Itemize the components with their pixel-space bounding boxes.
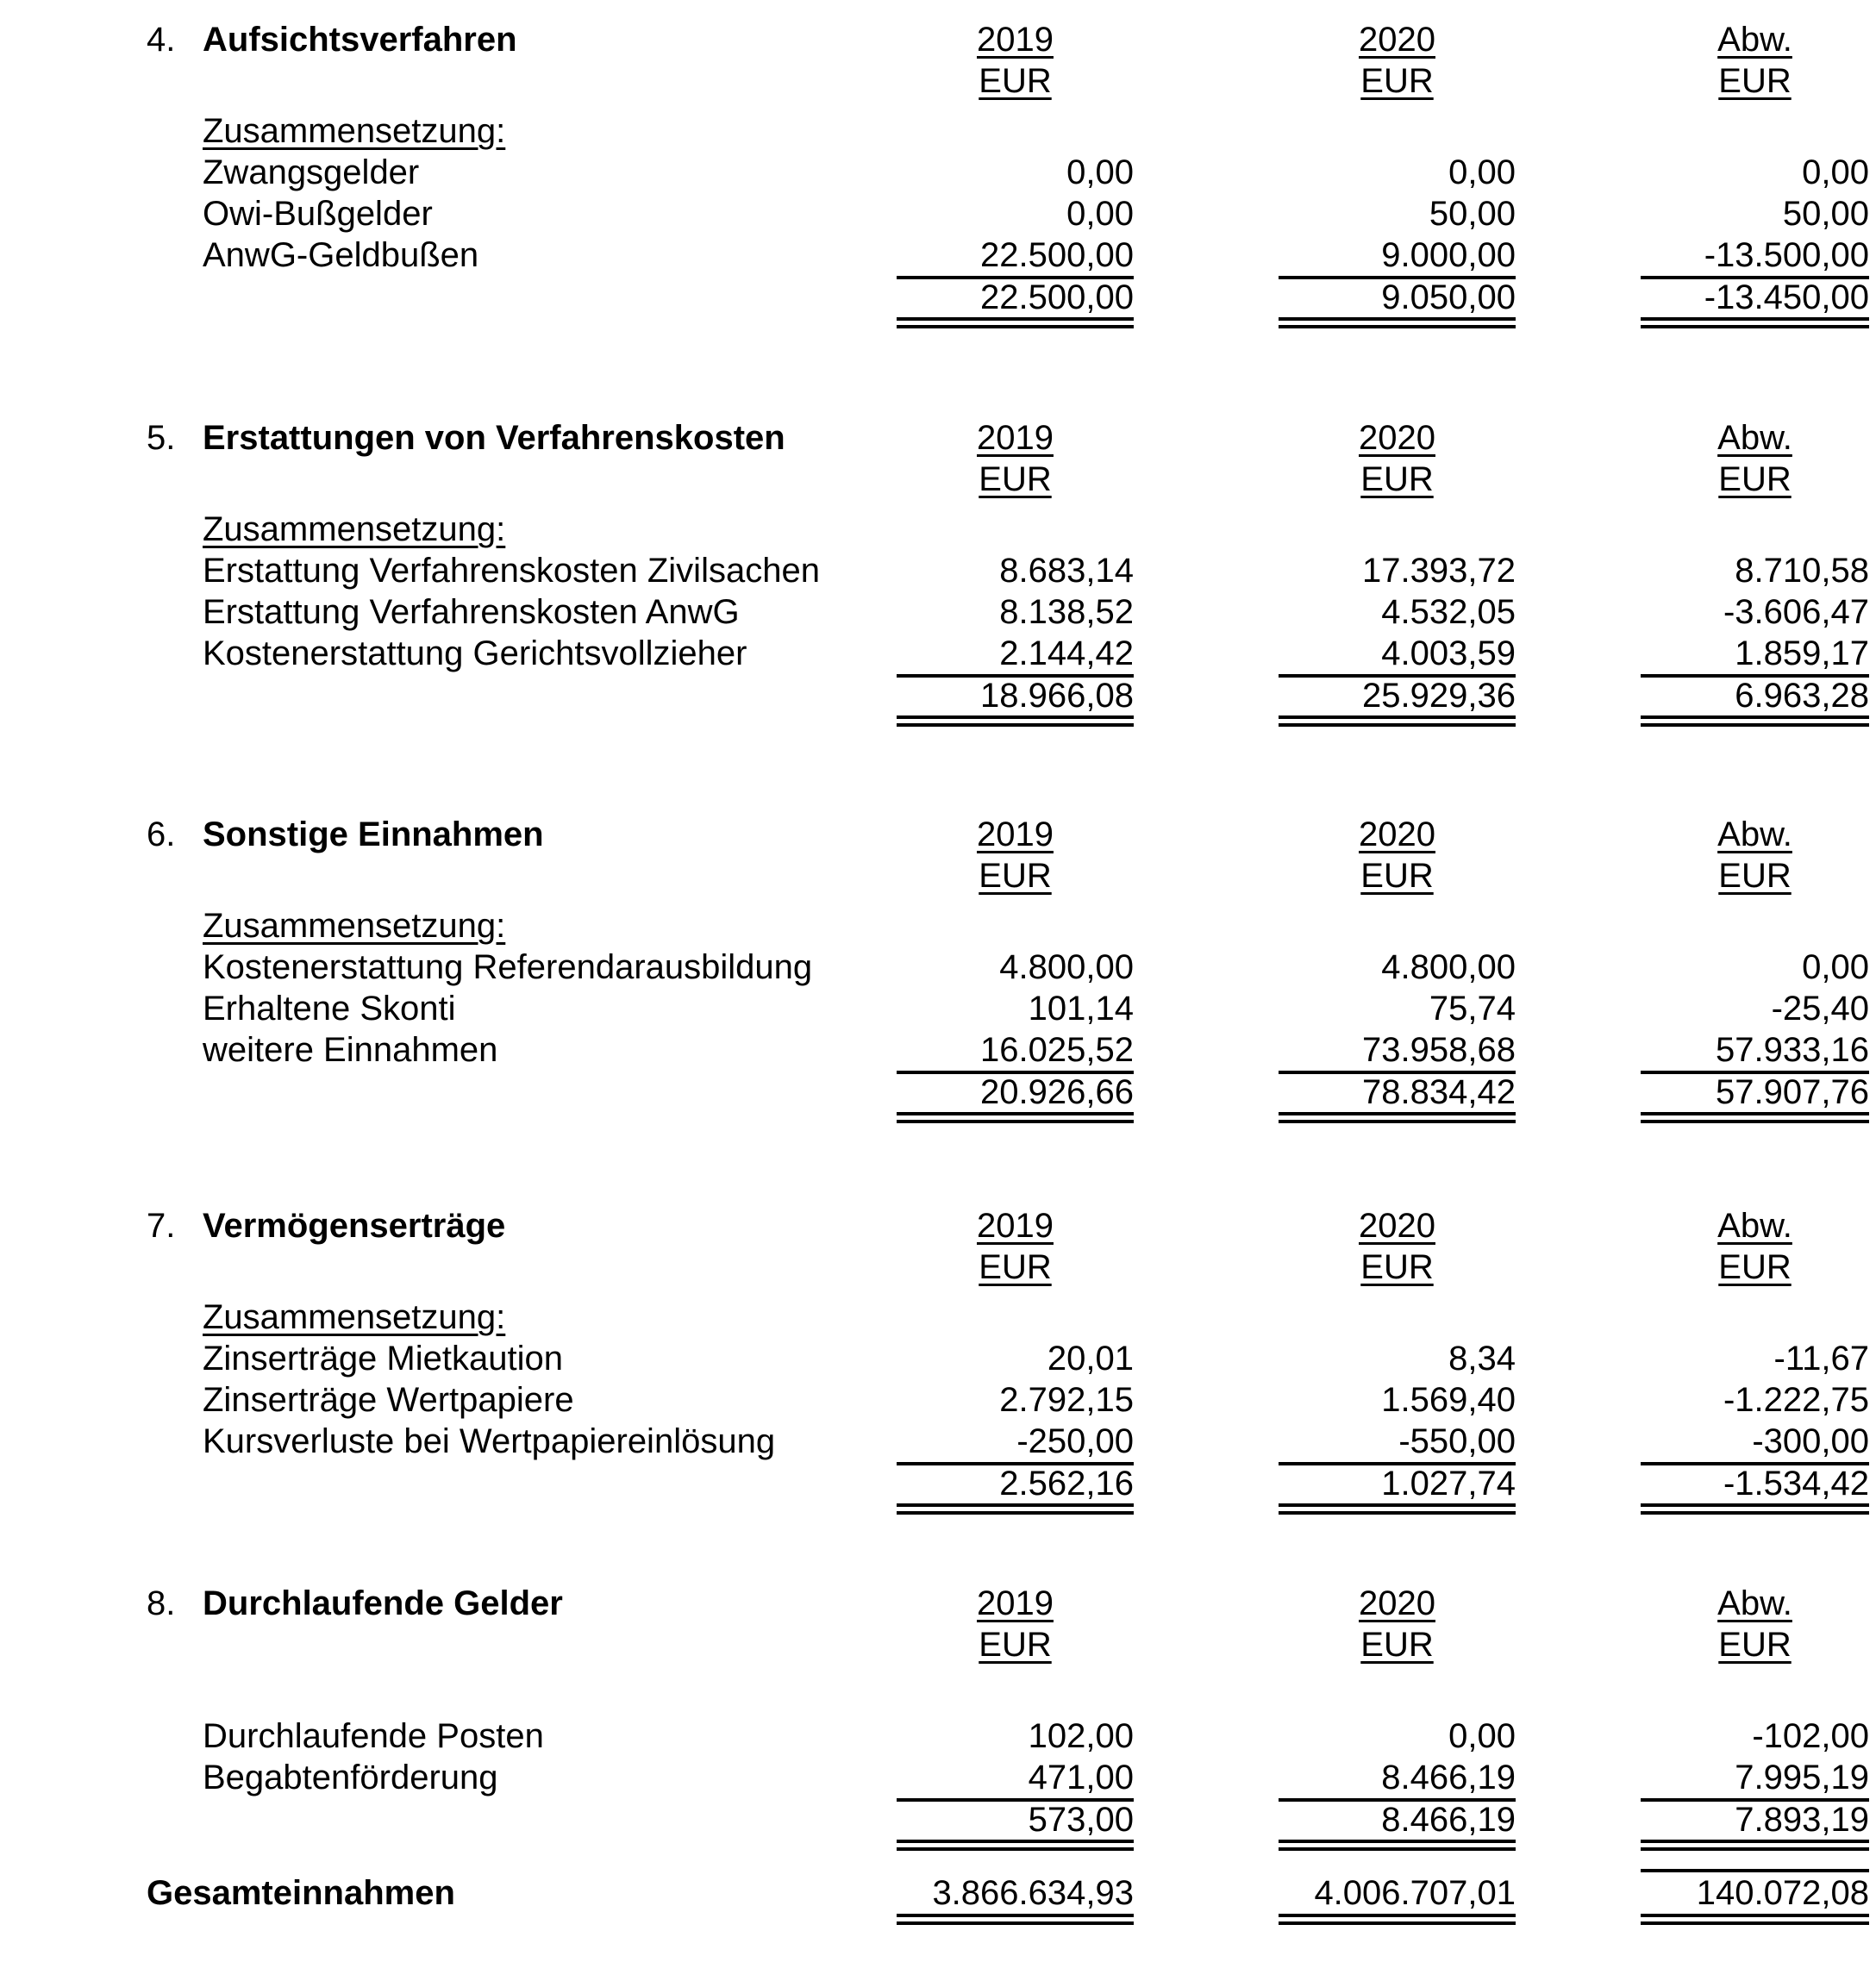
row-value-2019: 0,00 <box>1066 195 1134 233</box>
data-rows <box>0 947 1876 1071</box>
row-label: Erstattung Verfahrenskosten Zivilsachen <box>203 552 820 590</box>
data-row <box>0 1757 1876 1798</box>
section-number: 8. <box>147 1584 176 1622</box>
data-rows <box>0 550 1876 674</box>
double-rule-row <box>0 1503 1876 1517</box>
totals-row <box>0 1798 1876 1840</box>
row-label: Kursverluste bei Wertpapiereinlösung <box>203 1422 776 1460</box>
row-label: Begabtenförderung <box>203 1759 498 1796</box>
statement-section <box>0 1205 1876 1517</box>
row-value-abw: 50,00 <box>1782 195 1869 233</box>
unit-row <box>0 1624 1876 1665</box>
row-value-2020: 8,34 <box>1448 1340 1516 1378</box>
double-rule <box>897 317 1134 328</box>
double-rule <box>897 715 1134 727</box>
data-rows <box>0 1715 1876 1798</box>
unit-row <box>0 60 1876 102</box>
row-value-2020: 8.466,19 <box>1381 1759 1516 1796</box>
row-value-2020: 0,00 <box>1448 1717 1516 1755</box>
statement-section <box>0 19 1876 331</box>
section-number: 6. <box>147 815 176 853</box>
row-value-2019: 2.792,15 <box>999 1381 1134 1419</box>
double-rule <box>1641 715 1869 727</box>
totals-row <box>0 276 1876 317</box>
row-label: Kostenerstattung Referendarausbildung <box>203 948 813 986</box>
row-value-2019: 2.144,42 <box>999 634 1134 672</box>
data-row <box>0 1421 1876 1462</box>
unit-label-2019: EUR <box>979 1626 1052 1664</box>
col-header-2019: 2019 <box>977 815 1054 853</box>
vertical-gap <box>0 1665 1876 1674</box>
unit-label-2019: EUR <box>979 460 1052 498</box>
total-value-2020: 25.929,36 <box>1279 674 1516 715</box>
row-value-abw: -300,00 <box>1752 1422 1869 1460</box>
unit-row <box>0 1247 1876 1288</box>
row-value-abw: 7.995,19 <box>1735 1759 1869 1796</box>
unit-label-2020: EUR <box>1360 62 1434 100</box>
grand-total-value-2020: 4.006.707,01 <box>1314 1874 1516 1912</box>
composition-label: Zusammensetzung: <box>203 112 506 150</box>
section-header-row <box>0 19 1876 60</box>
composition-label: Zusammensetzung: <box>203 1298 506 1336</box>
row-label: Erhaltene Skonti <box>203 990 456 1028</box>
row-value-2020: 17.393,72 <box>1362 552 1516 590</box>
unit-label-2020: EUR <box>1360 460 1434 498</box>
col-header-abw: Abw. <box>1717 815 1792 853</box>
total-value-abw: -1.534,42 <box>1641 1462 1869 1503</box>
unit-label-abw: EUR <box>1718 460 1792 498</box>
double-rule <box>897 1112 1134 1123</box>
row-label: Owi-Bußgelder <box>203 195 433 233</box>
double-rule <box>897 1503 1134 1515</box>
composition-row <box>0 1674 1876 1715</box>
col-header-2019: 2019 <box>977 21 1054 59</box>
row-value-2019: 471,00 <box>1028 1759 1134 1796</box>
row-label: AnwG-Geldbußen <box>203 236 479 274</box>
data-row <box>0 1715 1876 1757</box>
row-value-2019: 102,00 <box>1028 1717 1134 1755</box>
total-value-abw: 6.963,28 <box>1641 674 1869 715</box>
double-rule <box>897 1914 1134 1925</box>
total-value-abw: 7.893,19 <box>1641 1798 1869 1840</box>
unit-row <box>0 459 1876 500</box>
row-value-2019: 16.025,52 <box>980 1031 1134 1069</box>
section-header-row <box>0 814 1876 855</box>
statement-section <box>0 417 1876 729</box>
row-label: Erstattung Verfahrenskosten AnwG <box>203 593 740 631</box>
row-value-2020: 4.003,59 <box>1381 634 1516 672</box>
section-title: Erstattungen von Verfahrenskosten <box>203 419 785 457</box>
data-row <box>0 1338 1876 1379</box>
row-label: Durchlaufende Posten <box>203 1717 544 1755</box>
row-label: Kostenerstattung Gerichtsvollzieher <box>203 634 747 672</box>
col-header-2020: 2020 <box>1359 21 1435 59</box>
col-header-abw: Abw. <box>1717 1584 1792 1622</box>
section-number: 4. <box>147 21 176 59</box>
composition-row <box>0 110 1876 152</box>
double-rule <box>1279 1112 1516 1123</box>
section-title: Aufsichtsverfahren <box>203 21 517 59</box>
totals-row <box>0 1071 1876 1112</box>
double-rule <box>1641 317 1869 328</box>
total-value-2019: 2.562,16 <box>897 1462 1134 1503</box>
row-value-2020: 1.569,40 <box>1381 1381 1516 1419</box>
data-row <box>0 1029 1876 1071</box>
row-value-2019: 101,14 <box>1028 990 1134 1028</box>
row-value-abw: -102,00 <box>1752 1717 1869 1755</box>
row-label: Zwangsgelder <box>203 153 420 191</box>
row-label: Zinserträge Wertpapiere <box>203 1381 574 1419</box>
row-value-2019: 20,01 <box>1047 1340 1134 1378</box>
row-value-abw: 0,00 <box>1802 153 1869 191</box>
row-label: weitere Einnahmen <box>203 1031 498 1069</box>
row-value-2020: 4.532,05 <box>1381 593 1516 631</box>
total-value-abw: -13.450,00 <box>1641 276 1869 317</box>
row-value-2020: 50,00 <box>1429 195 1516 233</box>
data-rows <box>0 152 1876 276</box>
double-rule <box>1641 1112 1869 1123</box>
col-header-2019: 2019 <box>977 419 1054 457</box>
vertical-gap <box>0 897 1876 905</box>
total-value-2020: 8.466,19 <box>1279 1798 1516 1840</box>
row-value-2020: 0,00 <box>1448 153 1516 191</box>
unit-label-2019: EUR <box>979 62 1052 100</box>
row-value-2019: 22.500,00 <box>980 236 1134 274</box>
total-value-2019: 22.500,00 <box>897 276 1134 317</box>
row-value-abw: 8.710,58 <box>1735 552 1869 590</box>
double-rule-row <box>0 1112 1876 1126</box>
data-row <box>0 234 1876 276</box>
grand-total-label: Gesamteinnahmen <box>147 1874 455 1912</box>
row-value-abw: 57.933,16 <box>1716 1031 1869 1069</box>
data-row <box>0 152 1876 193</box>
total-value-2020: 78.834,42 <box>1279 1071 1516 1112</box>
row-value-abw: 1.859,17 <box>1735 634 1869 672</box>
vertical-gap <box>0 1288 1876 1297</box>
grand-prerule-row <box>0 1850 1876 1872</box>
grand-total-row <box>0 1872 1876 1914</box>
section-header-row <box>0 417 1876 459</box>
total-value-2019: 18.966,08 <box>897 674 1134 715</box>
col-header-2020: 2020 <box>1359 815 1435 853</box>
row-label: Zinserträge Mietkaution <box>203 1340 563 1378</box>
row-value-abw: -13.500,00 <box>1704 236 1869 274</box>
data-rows <box>0 1338 1876 1462</box>
composition-row <box>0 509 1876 550</box>
grand-total-block <box>0 1850 1876 1928</box>
unit-label-2019: EUR <box>979 1248 1052 1286</box>
double-rule <box>1279 1914 1516 1925</box>
row-value-2019: 4.800,00 <box>999 948 1134 986</box>
row-value-2020: -550,00 <box>1398 1422 1516 1460</box>
row-value-2020: 9.000,00 <box>1381 236 1516 274</box>
grand-total-value-2019: 3.866.634,93 <box>932 1874 1134 1912</box>
row-value-2020: 73.958,68 <box>1362 1031 1516 1069</box>
col-header-2020: 2020 <box>1359 1207 1435 1245</box>
vertical-gap <box>0 102 1876 110</box>
row-value-abw: -25,40 <box>1771 990 1869 1028</box>
col-header-abw: Abw. <box>1717 21 1792 59</box>
section-number: 5. <box>147 419 176 457</box>
total-value-2019: 20.926,66 <box>897 1071 1134 1112</box>
double-rule <box>1279 317 1516 328</box>
col-header-2019: 2019 <box>977 1207 1054 1245</box>
section-title: Sonstige Einnahmen <box>203 815 544 853</box>
composition-row <box>0 905 1876 947</box>
unit-label-abw: EUR <box>1718 1248 1792 1286</box>
double-rule <box>1641 1914 1869 1925</box>
data-row <box>0 947 1876 988</box>
col-header-2020: 2020 <box>1359 1584 1435 1622</box>
unit-label-abw: EUR <box>1718 1626 1792 1664</box>
data-row <box>0 633 1876 674</box>
double-rule-row <box>0 715 1876 729</box>
row-value-2019: 8.683,14 <box>999 552 1134 590</box>
section-title: Durchlaufende Gelder <box>203 1584 563 1622</box>
row-value-2019: 0,00 <box>1066 153 1134 191</box>
col-header-abw: Abw. <box>1717 1207 1792 1245</box>
grand-total-value-abw: 140.072,08 <box>1696 1874 1869 1912</box>
data-row <box>0 193 1876 234</box>
col-header-2019: 2019 <box>977 1584 1054 1622</box>
double-rule-row <box>0 317 1876 331</box>
row-value-abw: -11,67 <box>1773 1340 1869 1378</box>
total-value-abw: 57.907,76 <box>1641 1071 1869 1112</box>
section-title: Vermögenserträge <box>203 1207 506 1245</box>
data-row <box>0 591 1876 633</box>
composition-label: Zusammensetzung: <box>203 510 506 548</box>
unit-label-2020: EUR <box>1360 1248 1434 1286</box>
unit-label-abw: EUR <box>1718 857 1792 895</box>
double-rule <box>1279 715 1516 727</box>
row-value-abw: 0,00 <box>1802 948 1869 986</box>
double-rule <box>1641 1503 1869 1515</box>
statement-section <box>0 814 1876 1126</box>
row-value-2019: 8.138,52 <box>999 593 1134 631</box>
unit-label-2020: EUR <box>1360 1626 1434 1664</box>
totals-row <box>0 674 1876 715</box>
row-value-abw: -1.222,75 <box>1723 1381 1869 1419</box>
unit-row <box>0 855 1876 897</box>
composition-label: Zusammensetzung: <box>203 907 506 945</box>
row-value-2020: 75,74 <box>1429 990 1516 1028</box>
section-header-row <box>0 1205 1876 1247</box>
unit-label-2019: EUR <box>979 857 1052 895</box>
total-value-2020: 1.027,74 <box>1279 1462 1516 1503</box>
row-value-2020: 4.800,00 <box>1381 948 1516 986</box>
unit-label-abw: EUR <box>1718 62 1792 100</box>
grand-double-rule-row <box>0 1914 1876 1928</box>
col-header-2020: 2020 <box>1359 419 1435 457</box>
double-rule <box>1279 1503 1516 1515</box>
grand-total-rule-abw <box>1641 1850 1869 1872</box>
unit-label-2020: EUR <box>1360 857 1434 895</box>
composition-row <box>0 1297 1876 1338</box>
col-header-abw: Abw. <box>1717 419 1792 457</box>
row-value-abw: -3.606,47 <box>1723 593 1869 631</box>
data-row <box>0 1379 1876 1421</box>
section-number: 7. <box>147 1207 176 1245</box>
section-header-row <box>0 1583 1876 1624</box>
data-row <box>0 988 1876 1029</box>
data-row <box>0 550 1876 591</box>
vertical-gap <box>0 500 1876 509</box>
totals-row <box>0 1462 1876 1503</box>
total-value-2020: 9.050,00 <box>1279 276 1516 317</box>
statement-section <box>0 1583 1876 1853</box>
total-value-2019: 573,00 <box>897 1798 1134 1840</box>
row-value-2019: -250,00 <box>1016 1422 1134 1460</box>
